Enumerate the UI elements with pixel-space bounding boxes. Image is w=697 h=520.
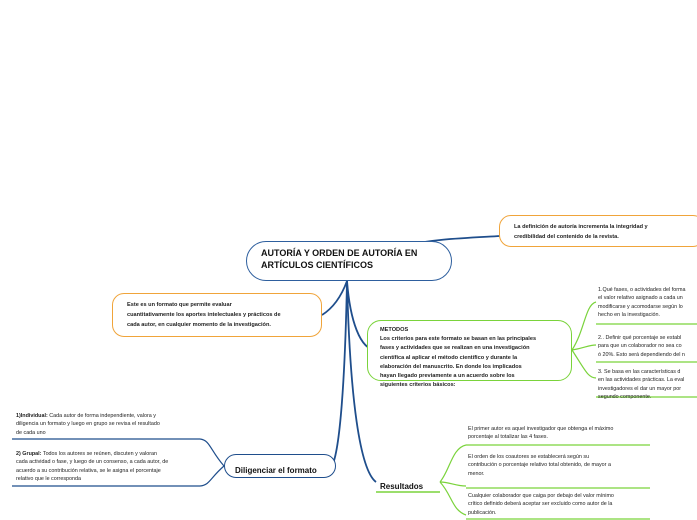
resultado-1-line: El primer autor es aquel investigador que obtenga el máximo — [468, 426, 614, 432]
diligenciar-grupal[interactable] — [16, 450, 168, 483]
method-item-1-line: el valor relativo asignado a cada un — [598, 295, 683, 302]
format-note-node[interactable] — [112, 293, 322, 337]
method-item-1-line: modificarse y acomodarse según lo — [598, 303, 683, 310]
individual-line3: de cada uno — [16, 429, 46, 436]
branch-format-note — [322, 281, 347, 315]
individual-bold: 1)Individual: — [16, 413, 48, 419]
diligenciar-label: Diligenciar el formato — [235, 466, 317, 475]
central-topic[interactable] — [246, 241, 452, 281]
resultado-3[interactable] — [468, 492, 614, 517]
resultado-1-line: porcentaje al totalizar las 4 fases. — [468, 434, 549, 441]
diligenciar-node[interactable] — [224, 454, 336, 478]
grupal-bold: 2) Grupal: — [16, 451, 42, 457]
method-item-3-line: investigadores el dar un mayor por — [598, 385, 681, 392]
method-item-2-line: para que un colaborador no sea co — [598, 343, 682, 350]
resultados-label: Resultados — [380, 482, 424, 491]
methods-line3: científica al aplicar el método científico y durante la — [380, 354, 518, 361]
format-note-line3: cada autor, en cualquier momento de la investigación. — [127, 322, 271, 328]
resultado-2[interactable] — [468, 453, 611, 478]
format-note-line2: cuantitativamente los aportes intelectuales y prácticos de — [127, 312, 281, 318]
methods-line1: Los criterios para este formato se basan en las principales — [380, 336, 537, 343]
resultado-3-line: Cualquier colaborador que caiga por debajo del valor mínimo — [468, 493, 614, 499]
method-item-2-line: 2.. Definir qué porcentaje se establ — [598, 335, 682, 341]
individual-line2: diligencia un formato y luego en grupo se revisa el resultado — [16, 421, 160, 428]
resultado-3-line: publicación. — [468, 509, 497, 516]
method-item-3-line: 3. Se basa en las características d — [598, 369, 681, 375]
method-item-1-line: hecho en la investigación. — [598, 311, 661, 318]
grupal-line3: acuerdo a su contribución relativa, se le asigna el porcentaje — [16, 467, 161, 474]
grupal-line2: cada actividad o fase, y luego de un consenso, a cada autor, de — [16, 459, 169, 466]
branch-diligenciar — [332, 281, 347, 466]
grupal-line4: relativo que le corresponda — [16, 475, 82, 482]
resultado-2-line: menor. — [468, 470, 485, 477]
methods-node[interactable] — [367, 320, 572, 389]
central-title-line1: AUTORÍA Y ORDEN DE AUTORÍA EN — [261, 248, 418, 258]
methods-heading: METODOS — [380, 327, 409, 333]
diligenciar-individual[interactable] — [16, 412, 160, 437]
resultados-node[interactable] — [370, 471, 440, 493]
resultado-3-line: crítico definido deberá aceptar ser excluido como autor de la — [468, 501, 613, 508]
method-item-3-line: en las actividades prácticas. La eval — [598, 377, 685, 384]
method-item-2[interactable] — [598, 334, 685, 359]
methods-line6: siguientes criterios básicos: — [380, 382, 456, 389]
method-item-3[interactable] — [598, 368, 684, 401]
resultado-1[interactable] — [468, 425, 613, 442]
method-item-1[interactable] — [598, 286, 686, 319]
individual-line1: Cada autor de forma independiente, valora y — [47, 413, 156, 419]
format-note-line1: Este es un formato que permite evaluar — [127, 302, 232, 308]
methods-line4: elaboración del manuscrito. En donde los implicados — [380, 363, 522, 370]
grupal-line1: Todos los autores se reúnen, discuten y valoran — [41, 451, 158, 457]
resultado-2-line: El orden de los coautores se establecerá según su — [468, 454, 590, 460]
resultado-2-line: contribución o porcentaje relativo total obtenido, de mayor a — [468, 462, 611, 469]
definition-line1: La definición de autoría incrementa la integridad y — [514, 224, 648, 230]
definition-line2: credibilidad del contenido de la revista. — [514, 234, 619, 240]
methods-line2: fases y actividades que se realizan en una investigación — [380, 345, 530, 352]
definition-node[interactable] — [499, 215, 697, 247]
method-item-1-line: 1.Qué fases, o actividades del forma — [598, 287, 686, 293]
method-item-3-line: segundo componente. — [598, 393, 652, 400]
central-title-line2: ARTÍCULOS CIENTÍFICOS — [261, 260, 373, 270]
methods-line5: hayan llegado previamente a un acuerdo sobre los — [380, 373, 515, 380]
method-item-2-line: ó 20%. Esto será dependiendo del n — [598, 351, 685, 358]
